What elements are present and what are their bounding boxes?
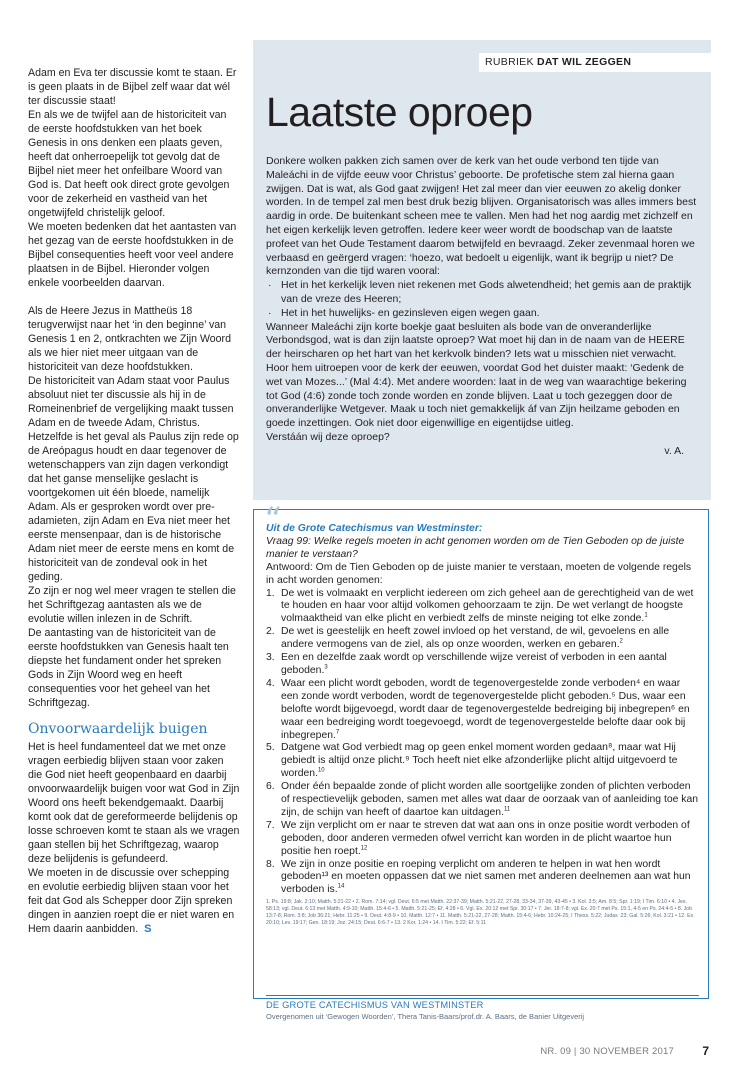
rule-item bbox=[266, 652, 700, 678]
footnote-ref: 3 bbox=[324, 664, 328, 671]
left-column bbox=[28, 66, 240, 936]
footnote-ref: 10 bbox=[317, 767, 325, 774]
rubriek-label bbox=[479, 53, 711, 72]
rule-text: Datgene wat God verbiedt mag op geen enkel moment worden gedaan⁸, maar wat Hij gebiedt is altijd onze plicht.⁹ Toch heeft niet elke afzonderlijke plicht altijd uitgevoerd te worden. bbox=[281, 742, 678, 780]
footnote-ref: 12 bbox=[360, 845, 368, 852]
issue-info: NR. 09 | 30 NOVEMBER 2017 bbox=[540, 1046, 674, 1057]
end-mark-icon: S bbox=[144, 923, 152, 935]
rule-number: 1. bbox=[266, 587, 275, 599]
rules-list bbox=[266, 588, 700, 898]
paragraph: Adam en Eva ter discussie komt te staan. Er is geen plaats in de Bijbel zelf waar dat wél ter discussie staat! bbox=[28, 67, 237, 107]
rule-text: Waar een plicht wordt geboden, wordt de tegenovergestelde zonde verboden⁴ en waar een zonde wordt verboden, wordt de tegenovergestelde plicht geboden.⁵ Dus, waar een belofte wordt bijgevoegd, wordt daar de tegenovergestelde bedreiging bij inbegrepen⁶ en waar een bedreiging wordt toegevoegd, wordt de tegenovergestelde belofte daar ook bij inbegrepen. bbox=[281, 677, 690, 741]
rule-text: We zijn in onze positie en roeping verplicht om anderen te helpen in wat hen wordt geboden¹³ en moeten oppassen dat we niet samen met anderen deelnemen aan wat hun verboden is. bbox=[281, 858, 691, 896]
rule-text: De wet is volmaakt en verplicht iedereen om zich geheel aan de gerechtigheid van de wet te houden en haar voor altijd volkomen gehoorzaam te zijn. De wet verlangt de hoogste volmaaktheid van elke plicht en verbiedt zelfs de minste neiging tot elke zonde. bbox=[281, 587, 694, 625]
footnote-ref: 11 bbox=[503, 806, 511, 813]
catechism-answer: Antwoord: Om de Tien Geboden op de juiste manier te verstaan, moeten de volgende regels in acht worden genomen: bbox=[266, 561, 692, 586]
article-paragraph: Wanneer Maleáchi zijn korte boekje gaat besluiten als bode van de onveranderlijke Verbondsgod, wat is dan zijn laatste oproep? Wat moet hij dan in de naam van de HEERE der heirscharen op het hart van het kerkvolk binden? Iets wat u misschien niet verwacht. Hoor hem uitroepen voor de kerk der eeuwen, voordat God het duister maakt: ‘Gedenk de wet van Mozes...’ (Mal 4:4). Met andere woorden: laat in de weg van waarachtige bekering tot God (4:6) zonde toch zonde worden en zonde blijven. Laat u toch gezeggen door de onveranderlijke Wetgever. Maak u toch niet gemakkelijk áf van Zijn heilzame geboden en goede inzettingen. Ook niet door eigenwillige en eigentijdse uitleg. bbox=[266, 320, 687, 430]
article-closing: Verstáán wij deze oproep? bbox=[266, 430, 390, 443]
quote-icon: “ bbox=[264, 500, 282, 540]
rubriek-name: DAT WIL ZEGGEN bbox=[537, 56, 632, 68]
footnote-ref: 7 bbox=[335, 729, 340, 736]
article-body bbox=[266, 155, 698, 459]
author: v. A. bbox=[664, 444, 684, 457]
rule-item bbox=[266, 626, 700, 652]
footnote-ref: 2 bbox=[619, 638, 623, 645]
rule-number: 5. bbox=[266, 742, 275, 754]
rule-number: 8. bbox=[266, 858, 275, 870]
rubriek-prefix: RUBRIEK bbox=[485, 56, 534, 68]
paragraph: Als de Heere Jezus in Mattheüs 18 terugverwijst naar het ‘in den beginne’ van Genesis 1 en 2, ontkrachten we Zijn Woord als we hier niet meer uitgaan van de historiciteit van deze hoofdstukken. bbox=[28, 305, 231, 373]
page-number: 7 bbox=[702, 1044, 709, 1058]
paragraph: De historiciteit van Adam staat voor Paulus absoluut niet ter discussie als hij in de Romeinenbrief de vergelijking maakt tussen Adam en de tweede Adam, Christus. Hetzelfde is het geval als Paulus zijn rede op de Areópagus houdt en daar tegenover de wetenschappers van zijn dagen verkondigt dat het ganse menselijke geslacht is voortgekomen uit één bloede, namelijk Adam. Als er gesproken wordt over pre-adamieten, zijn Adam en Eva niet meer het eerste mensenpaar, dan is de historische Adam niet meer de eerste mens en komt de historiciteit van de zondeval ook in het geding. bbox=[28, 375, 239, 583]
rule-item bbox=[266, 588, 700, 627]
paragraph: De aantasting van de historiciteit van de eerste hoofdstukken van Genesis haalt ten diepste het fundament onder het spreken Gods in Zijn Woord weg en heeft consequenties voor het geheel van het Schriftgezag. bbox=[28, 627, 229, 709]
source-note: Overgenomen uit ‘Gewogen Woorden’, Thera Tanis-Baars/prof.dr. A. Baars, de Banier Uitgeverij bbox=[266, 1012, 585, 1021]
paragraph: Zo zijn er nog wel meer vragen te stellen die het Schriftgezag aantasten als we de evolutie willen inlezen in de Schrift. bbox=[28, 585, 236, 625]
article-intro: Donkere wolken pakken zich samen over de kerk van het oude verbond ten tijde van Maleáchi in de vijfde eeuw voor Christus’ geboorte. De profetische stem zal hierna gaan zwijgen. Dat is wat, als God gaat zwijgen! Het zal meer dan vier eeuwen zo akelig donker worden. In de tempel zal men best druk bezig blijven. Organisatorisch was alles immers best aardig in orde. De buitenkant scheen mee te vallen. Men had het nog aardig met zichzelf en het eigen kerkelijk leven getroffen. Iedere keer weer wordt de boodschap van de laatste profeet van het Oude Testament daarom betwijfeld en bevraagd. Zeker zevenmaal horen we verbaasd en geërgerd vragen: ‘hoezo, wat bedoelt u eigenlijk, want ik begrijp u niet? De kernzonden van die tijd waren vooral: bbox=[266, 155, 697, 278]
paragraph: We moeten bedenken dat het aantasten van het gezag van de eerste hoofdstukken in de Bijbel consequenties heeft voor veel andere plaatsen in de Bijbel. Hieronder volgen enkele voorbeelden daarvan. bbox=[28, 221, 237, 289]
rule-text: We zijn verplicht om er naar te streven dat wat aan ons in onze positie wordt verboden of geboden, door anderen vermeden ofwel verricht kan worden in de plicht waartoe hun positie hen roept. bbox=[281, 819, 690, 857]
rule-number: 3. bbox=[266, 652, 275, 664]
footnote-ref: 1 bbox=[644, 612, 648, 619]
catechism-content bbox=[266, 523, 700, 927]
article-title: Laatste oproep bbox=[266, 89, 533, 135]
divider bbox=[266, 995, 699, 996]
rule-number: 2. bbox=[266, 626, 275, 638]
paragraph bbox=[28, 866, 240, 936]
rule-item bbox=[266, 678, 700, 743]
footnote-references: 1. Ps. 19:8; Jak. 2:10; Matth. 5:21-22 • 2. Rom. 7:14; vgl. Deut. 6:5 met Matth. 22:37-39; Matth. 5:21-22, 27-28, 33-34, 37-39, 43-45 • 3. Kol. 3:5; Am. 8:5; Spr. 1:19; I Tim. 6:10 • 4. Jes. 58:13; vgl. Deut. 6:13 met Matth. 4:9-10; Matth. 15:4-6 • 5. Matth. 5:21-25; Ef. 4:28 • 6. Vgl. Ex. 20:12 met Spr. 30:17 • 7. Jer. 18:7-8; vgl. Ex. 20:7 met Ps. 15:1, 4-5 en Ps. 24:4-5 • 8. Job 13:7-8; Rom. 3:8; Job 36:21; Hebr. 11:25 • 9. Deut. 4:8-9 • 10. Matth. 12:7 • 11. Matth. 5:21-22, 27-28; Matth. 15:4-6; Hebr. 10:24-25; I Thess. 5:22; Judas :23; Gal. 5:26; Kol. 3:21 • 12. Ex. 20:10; Lev. 19:17; Gen. 18:19; Joz. 24:15; Deut. 6:6-7 • 13. 2 Kor. 1:24 • 14. I Tim. 5:22; Ef. 5:11 bbox=[266, 899, 695, 927]
catechism-heading: Uit de Grote Catechismus van Westminster: bbox=[266, 523, 483, 534]
footnote-ref: 14 bbox=[337, 883, 345, 890]
rule-item bbox=[266, 742, 700, 781]
rule-item bbox=[266, 859, 700, 898]
rule-number: 6. bbox=[266, 781, 275, 793]
paragraph-text: We moeten in de discussie over schepping en evolutie eerbiedig blijven staan voor het feit dat God als Schepper door Zijn spreken dingen in aanzien roept die er niet waren en Hem daarin aanbidden. bbox=[28, 867, 235, 935]
rule-item bbox=[266, 781, 700, 820]
rule-number: 7. bbox=[266, 819, 275, 831]
rule-text: Onder één bepaalde zonde of plicht worden alle soortgelijke zonden of plichten verboden of respectievelijk geboden, samen met alles wat daar de oorzaak van of aanleiding toe kan zijn, de schijn van heeft of daartoe kan uitdagen. bbox=[281, 781, 699, 818]
rule-item bbox=[266, 820, 700, 859]
paragraph: En als we de twijfel aan de historiciteit van de eerste hoofdstukken van het boek Genesis in ons denken een plaats geven, heeft dat onherroepelijk tot gevolg dat de Bijbel niet meer het onfeilbare Woord van God is. Dat heeft ook direct grote gevolgen voor de zekerheid en vastheid van het ongetwijfeld christelijk geloof. bbox=[28, 109, 230, 219]
rule-text: De wet is geestelijk en heeft zowel invloed op het verstand, de wil, gevoelens en alle andere vermogens van de ziel, als op onze woorden, werken en gebaren. bbox=[281, 626, 670, 651]
bullet-item: · Het in het kerkelijk leven niet rekenen met Gods alwetendheid; het gemis aan de praktijk van de vreze des Heeren; bbox=[266, 279, 698, 307]
rule-number: 4. bbox=[266, 677, 275, 689]
paragraph: Het is heel fundamenteel dat we met onze vragen eerbiedig blijven staan voor zaken die God niet heeft geopenbaard en daarbij onvoorwaardelijk buigen voor wat God in Zijn Woord ons heeft bekendgemaakt. Daarbij komt ook dat de gereformeerde belijdenis op losse schroeven komt te staan als we vragen gaan stellen bij het Schriftgezag, waarop deze belijdenis is gefundeerd. bbox=[28, 741, 240, 865]
catechism-question: Vraag 99: Welke regels moeten in acht genomen worden om de Tien Geboden op de juiste manier te verstaan? bbox=[266, 535, 685, 560]
rule-text: Een en dezelfde zaak wordt op verschillende wijze vereist of verboden in een aantal geboden. bbox=[281, 652, 667, 676]
subheading: Onvoorwaardelijk buigen bbox=[28, 721, 208, 737]
bullet-item: · Het in het huwelijks- en gezinsleven eigen wegen gaan. bbox=[266, 307, 698, 321]
source-title: DE GROTE CATECHISMUS VAN WESTMINSTER bbox=[266, 1000, 484, 1010]
bullet-list bbox=[266, 279, 698, 320]
